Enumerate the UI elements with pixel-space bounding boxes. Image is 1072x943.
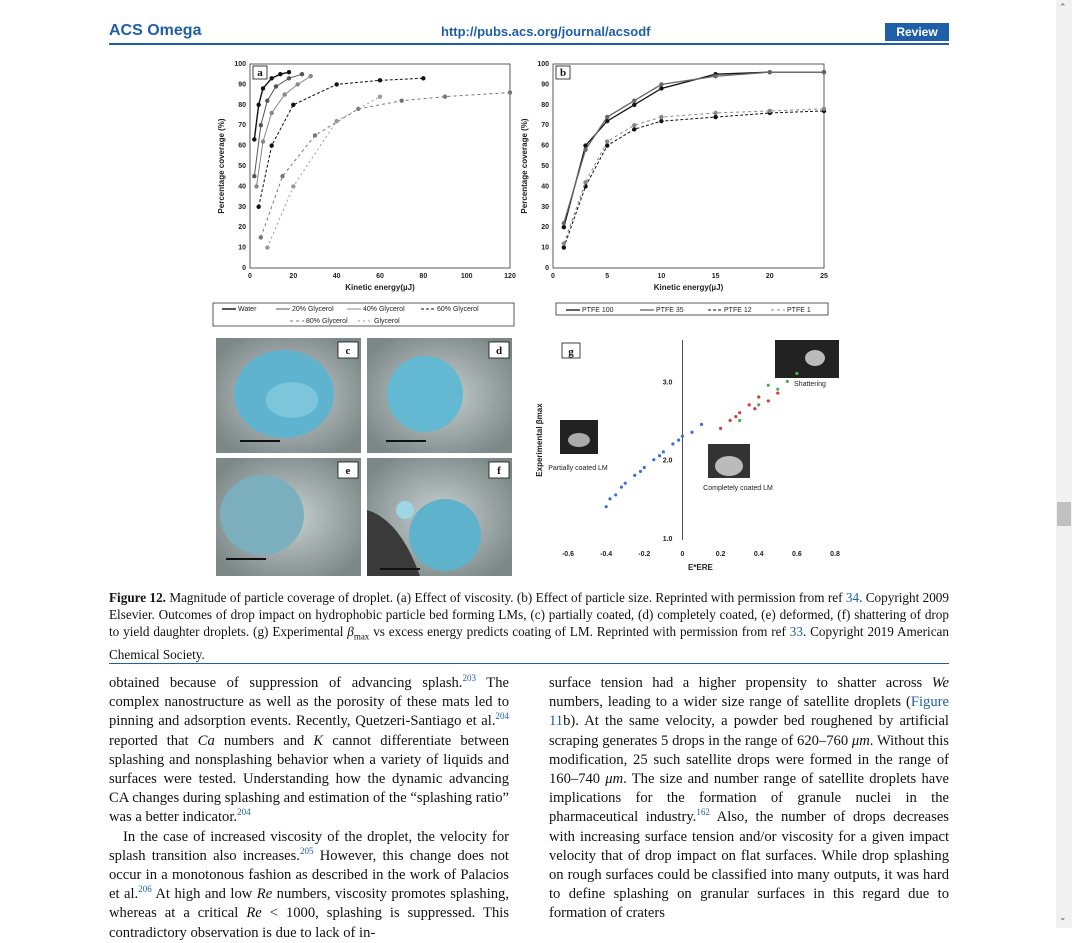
x-tick-label: 40: [332, 273, 341, 280]
paragraph: In the case of increased viscosity of the droplet, the velocity for splash transition also increases.$^{205}$ However, this change does not occur in a monotonous fashion as described in the work of Palacios et al.$^{206}$ At high and low Re numbers, viscosity promotes splashing, whereas at a critical Re < 1000, splashing is suppressed. This contradictory observation is due to lack of in-: [109, 828, 509, 941]
ref-link[interactable]: 206: [138, 884, 152, 895]
x-tick-label: 20: [289, 273, 298, 280]
data-point: [378, 78, 382, 82]
scatter-point-blue: [658, 454, 661, 457]
scatter-point-green: [738, 419, 741, 422]
data-point: [252, 174, 256, 178]
scatter-point-blue: [677, 438, 680, 441]
paragraph: obtained because of suppression of advancing splash.$^{203}$ The complex nanostructure as well as the porosity of these mats led to pinning and adsorption events. Recently, Quetzeri-Santiago et al.$^{204}$ reported that Ca numbers and K cannot differentiate between splashing and nonsplashing behavior when a variety of liquids and surfaces were tested. Understanding how the dynamic advancing CA changes during splashing and estimation of the “splashing ratio” was a better indicator.$^{204}$: [109, 673, 509, 826]
data-point: [562, 221, 566, 225]
legend-entry: 60% Glycerol: [437, 306, 479, 313]
x-tick-label: 0.8: [830, 551, 840, 558]
scatter-point-green: [767, 384, 770, 387]
scatter-point-green: [795, 372, 798, 375]
scatter-point-blue: [662, 450, 665, 453]
x-axis-label: Kinetic energy(µJ): [345, 283, 415, 292]
legend-entry: PTFE 1: [787, 307, 811, 314]
y-tick-label: 40: [238, 183, 246, 191]
x-tick-label: -0.4: [600, 551, 613, 558]
x-tick-label: 20: [765, 273, 774, 280]
y-tick-label: 30: [238, 203, 246, 211]
data-point: [443, 94, 447, 98]
y-tick-label: 30: [541, 203, 549, 211]
data-point: [356, 107, 360, 111]
x-tick-label: 80: [419, 273, 428, 280]
data-point: [252, 137, 256, 141]
scroll-down-arrow-icon[interactable]: ⌄: [1059, 913, 1067, 923]
scatter-point-red: [748, 403, 751, 406]
y-tick-label: 0: [545, 265, 549, 272]
data-point: [713, 74, 717, 78]
ref-link[interactable]: 162: [696, 807, 710, 818]
photo-panel-c: [216, 338, 361, 453]
data-point: [278, 72, 282, 76]
y-tick-label: 100: [537, 61, 549, 68]
x-tick-label: 100: [460, 273, 473, 280]
body-column-right: [549, 674, 949, 924]
scatter-point-blue: [633, 474, 636, 477]
data-point: [334, 82, 338, 86]
scatter-point-blue: [643, 466, 646, 469]
data-point: [562, 241, 566, 245]
caption-ref-33-link[interactable]: 33: [789, 624, 803, 639]
caption-text-3: vs excess energy predicts coating of LM. Reprinted with permission from ref: [369, 624, 790, 639]
chart-g: [535, 340, 840, 572]
x-tick-label: 0: [680, 551, 685, 558]
data-point: [583, 147, 587, 151]
y-tick-label: 20: [238, 224, 246, 232]
caption-text-1: Magnitude of particle coverage of droplet. (a) Effect of viscosity. (b) Effect of particle size. Reprinted with permission from ref: [165, 590, 846, 605]
y-tick-label: 10: [541, 244, 549, 252]
data-point: [659, 115, 663, 119]
scatter-point-red: [767, 399, 770, 402]
y-tick-label: 20: [541, 224, 549, 232]
data-point: [659, 82, 663, 86]
x-tick-label: 60: [376, 273, 384, 280]
annotation-shatter: Shattering: [794, 381, 826, 388]
data-point: [300, 72, 304, 76]
article-type-badge: Review: [885, 23, 949, 41]
scatter-point-red: [753, 407, 756, 410]
scroll-up-arrow-icon[interactable]: ⌃: [1059, 3, 1067, 13]
body-column-left: [109, 674, 509, 943]
data-point: [605, 139, 609, 143]
ref-link[interactable]: 204: [237, 807, 251, 818]
data-point: [261, 139, 265, 143]
figure-caption: [109, 589, 949, 663]
data-point: [378, 94, 382, 98]
x-tick-label: 120: [504, 273, 516, 280]
y-axis-label: Percentage coverage (%): [217, 118, 226, 214]
legend-entry: Glycerol: [374, 318, 400, 325]
scatter-point-red: [729, 419, 732, 422]
scatter-point-red: [734, 415, 737, 418]
scatter-point-blue: [624, 482, 627, 485]
photo-panel-f: [367, 458, 512, 576]
scatter-point-red: [776, 391, 779, 394]
data-point: [632, 127, 636, 131]
scatter-point-blue: [690, 431, 693, 434]
chart-a: [213, 61, 516, 326]
data-point: [269, 143, 273, 147]
x-tick-label: 5: [605, 273, 610, 280]
data-point: [768, 109, 772, 113]
x-tick-label: 0: [551, 273, 555, 280]
data-point: [308, 74, 312, 78]
data-point: [256, 103, 260, 107]
x-tick-label: 10: [657, 273, 666, 280]
panel-label-a: a: [257, 67, 263, 79]
x-tick-label: 15: [711, 273, 720, 280]
y-tick-label: 1.0: [662, 536, 673, 543]
scatter-point-red: [738, 411, 741, 414]
scatter-point-blue: [614, 493, 617, 496]
data-point: [287, 76, 291, 80]
scatter-point-blue: [620, 485, 623, 488]
panel-label-g: g: [568, 346, 574, 358]
y-axis-label: Percentage coverage (%): [520, 118, 529, 214]
data-point: [313, 133, 317, 137]
data-point: [713, 115, 717, 119]
data-point: [282, 92, 286, 96]
scatter-point-blue: [605, 505, 608, 508]
y-tick-label: 2.0: [662, 457, 673, 465]
data-point: [562, 225, 566, 229]
x-tick-label: -0.6: [561, 551, 575, 558]
data-point: [291, 184, 295, 188]
caption-rule: [109, 663, 949, 664]
vertical-scrollbar[interactable]: [1056, 0, 1072, 928]
caption-text-2: . Copyright 2009 Elsevier. Outcomes of drop impact on hydrophobic particle bed forming LMs, (c) partially coated, (d) completely coated, (e) deformed, (f) shattering of drop to yield daughter droplets. (g) Experimental: [109, 590, 949, 639]
scrollbar-thumb[interactable]: [1057, 502, 1071, 526]
data-point: [562, 245, 566, 249]
data-point: [291, 103, 295, 107]
panel-label-d: d: [495, 345, 503, 357]
x-axis-label: Kinetic energy(µJ): [653, 283, 724, 292]
data-point: [295, 82, 299, 86]
data-point: [713, 111, 717, 115]
data-point: [508, 90, 512, 94]
y-tick-label: 80: [238, 101, 246, 109]
data-point: [421, 76, 425, 80]
caption-ref-34-link[interactable]: 34: [845, 590, 860, 605]
y-tick-label: 60: [238, 142, 246, 150]
y-tick-label: 90: [541, 81, 549, 89]
ref-link[interactable]: 203: [462, 673, 476, 684]
scatter-point-blue: [700, 423, 703, 426]
data-point: [334, 119, 338, 123]
legend-entry: Water: [238, 306, 257, 313]
scatter-point-green: [757, 403, 760, 406]
scatter-point-red: [719, 427, 722, 430]
legend-entry: 80% Glycerol: [306, 318, 348, 325]
data-point: [259, 123, 263, 127]
y-tick-label: 3.0: [662, 379, 673, 387]
panel-label-f: f: [497, 465, 501, 477]
data-point: [265, 99, 269, 103]
x-axis-label: E*ERE: [687, 563, 713, 572]
scatter-point-blue: [639, 470, 642, 473]
caption-beta: β: [347, 624, 354, 639]
data-point: [659, 119, 663, 123]
data-point: [269, 111, 273, 115]
data-point: [274, 84, 278, 88]
scatter-point-blue: [608, 497, 611, 500]
y-axis-label: Experimental βmax: [535, 403, 544, 477]
data-point: [659, 86, 663, 90]
data-point: [259, 235, 263, 239]
y-tick-label: 60: [541, 142, 549, 150]
data-point: [632, 99, 636, 103]
y-tick-label: 0: [242, 265, 246, 272]
y-tick-label: 80: [541, 101, 549, 109]
photo-panel-e: [216, 458, 361, 576]
caption-label: Figure 12.: [109, 590, 166, 605]
scatter-point-blue: [652, 458, 655, 461]
data-point: [768, 70, 772, 74]
photo-panel-d: [367, 338, 512, 453]
panel-label-e: e: [345, 465, 351, 477]
data-point: [265, 245, 269, 249]
y-tick-label: 90: [238, 81, 246, 89]
data-point: [822, 70, 826, 74]
annotation-complete: Completely coated LM: [703, 485, 773, 492]
journal-name[interactable]: ACS Omega: [109, 22, 202, 39]
data-point: [822, 107, 826, 111]
scatter-point-green: [786, 380, 789, 383]
legend-entry: PTFE 12: [724, 307, 752, 314]
legend-entry: 40% Glycerol: [363, 306, 405, 313]
y-tick-label: 10: [238, 244, 246, 252]
x-tick-label: -0.2: [638, 551, 651, 558]
data-point: [254, 184, 258, 188]
figure-11-link[interactable]: Figure 11: [549, 694, 949, 730]
y-tick-label: 70: [541, 122, 549, 130]
data-point: [261, 86, 265, 90]
x-tick-label: 0.4: [753, 551, 764, 558]
y-tick-label: 100: [234, 61, 246, 68]
data-point: [583, 180, 587, 184]
panel-label-c: c: [345, 345, 351, 357]
journal-url-link[interactable]: http://pubs.acs.org/journal/acsodf: [441, 24, 651, 39]
y-tick-label: 50: [238, 163, 246, 170]
x-tick-label: 0.6: [791, 551, 802, 558]
caption-text-4: . Copyright 2019 American Chemical Society.: [109, 624, 949, 662]
paragraph: surface tension had a higher propensity to shatter across We numbers, leading to a wider size range of satellite droplets (Figure 11b). At the same velocity, a powder bed roughened by artificial scraping generates 5 drops in the range of 620–760 μm. Without this modification, 25 such satellite drops were formed in the range of 160–740 μm. The size and number range of satellite droplets have implications for the formation of granule nuclei in the pharmaceutical industry.$^{162}$ Also, the number of drops decreases with increasing surface tension and/or viscosity for a given impact velocity that of drop impact on flat surfaces. While drop splashing on rough surfaces could be classified into many outputs, it was hard to define splashing on granular surfaces in this regard due to formation of craters: [549, 675, 949, 922]
data-point: [632, 123, 636, 127]
legend-entry: PTFE 35: [656, 307, 684, 314]
y-tick-label: 70: [238, 122, 246, 130]
data-point: [269, 76, 273, 80]
caption-beta-sub: max: [353, 631, 370, 642]
ref-link[interactable]: 204: [495, 711, 509, 722]
data-point: [632, 103, 636, 107]
legend-entry: 20% Glycerol: [292, 306, 334, 313]
legend-entry: PTFE 100: [582, 307, 614, 314]
y-tick-label: 50: [541, 163, 549, 170]
y-tick-label: 40: [541, 183, 549, 191]
scatter-point-red: [757, 395, 760, 398]
scatter-point-green: [776, 388, 779, 391]
annotation-partial: Partially coated LM: [548, 465, 608, 472]
ref-link[interactable]: 205: [299, 845, 314, 856]
x-tick-label: 25: [820, 273, 828, 280]
data-point: [605, 115, 609, 119]
x-tick-label: 0.2: [715, 551, 726, 558]
data-point: [280, 174, 284, 178]
scatter-point-blue: [681, 435, 684, 438]
data-point: [287, 70, 291, 74]
scatter-point-blue: [671, 442, 674, 445]
x-tick-label: 0: [248, 273, 252, 280]
panel-label-b: b: [559, 67, 567, 79]
b-plot-area: [553, 64, 824, 268]
chart-b: [520, 61, 828, 315]
data-point: [399, 99, 403, 103]
data-point: [256, 205, 260, 209]
